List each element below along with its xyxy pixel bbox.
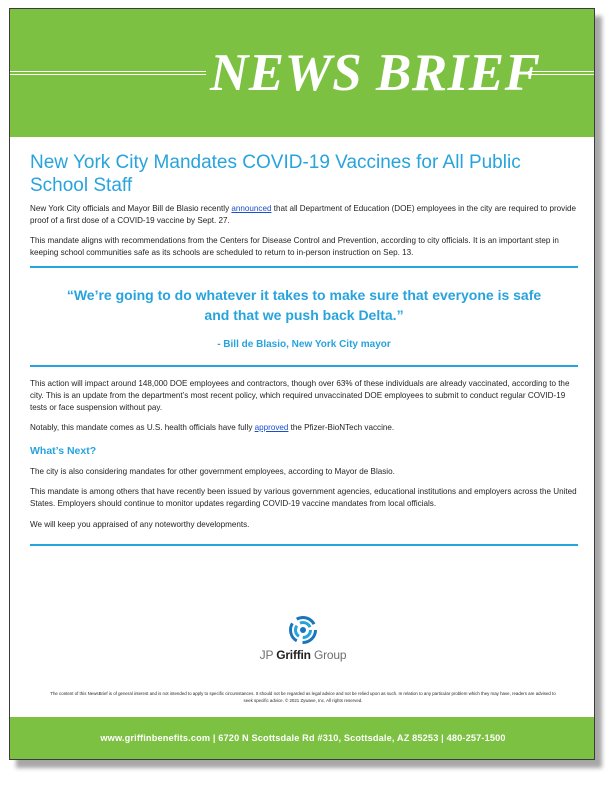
logo-bold: Griffin [276,648,311,662]
announced-link[interactable]: announced [231,204,272,213]
logo-wordmark [10,648,595,662]
logo-prefix: JP [259,648,277,662]
section-heading-whats-next: What’s Next? [30,444,97,457]
logo-suffix: Group [310,648,347,662]
paragraph-approval-text-b: the Pfizer-BioNTech vaccine. [288,423,395,433]
article-headline: New York City Mandates COVID-19 Vaccines for All Public School Staff [30,152,521,196]
header-banner [10,9,594,137]
divider [30,266,578,268]
company-logo [10,616,595,662]
paragraph-cdc: This mandate aligns with recommendations from the Centers for Disease Control and Prevention, according to city officials. It is an important step in keeping school communities safe as its schools are scheduled to return to in-person instruction on Sep. 13. [30,236,559,257]
paragraph-intro-text-a: New York City officials and Mayor Bill de Blasio recently [30,204,232,213]
quote-attribution: - Bill de Blasio, New York City mayor [217,339,391,351]
paragraph-intro [30,203,578,226]
header-rule-left [10,71,206,75]
pull-quote: “We’re going to do whatever it takes to make sure that everyone is safe and that we push back Delta.” [66,287,542,323]
footer-bar [10,717,595,759]
article-content [30,137,578,546]
paragraph-employers: This mandate is among others that have recently been issued by various government agencies, educational institutions and employers across the United States. Employers should continue to monitor updates regarding COVID-19 vaccine mandates from local officials. [30,487,577,508]
paragraph-intro-text-b: that all Department of Education (DOE) employees in the city are required to provide proof of a first dose of a COVID-19 vaccine by Sept. 27. [30,204,577,225]
approved-link[interactable]: approved [254,423,289,433]
news-brief-page [9,8,595,760]
paragraph-approval [30,422,578,434]
footer-contact: www.griffinbenefits.com | 6720 N Scottsdale Rd #310, Scottsdale, AZ 85253 | 480-257-1500 [100,733,506,743]
paragraph-closing: We will keep you appraised of any noteworthy developments. [30,519,250,529]
paragraph-other-mandates: The city is also considering mandates for other government employees, according to Mayor de Blasio. [30,466,395,476]
header-title: NEWS BRIEF [210,44,541,102]
legal-disclaimer: The content of this NewsBrief is of general interest and is not intended to apply to specific circumstances. It should not be regarded as legal advice and not be relied upon as such. In relation to any particular problem which they may have, readers are advised to seek specific advice. © 2021 Zywave, Inc. All rights reserved. [50,691,556,703]
divider [30,365,578,367]
header-rule-right [528,71,595,75]
paragraph-approval-text-a: Notably, this mandate comes as U.S. health officials have fully [30,423,255,433]
swirl-logo-icon [289,616,317,644]
divider [30,544,578,546]
paragraph-impact: This action will impact around 148,000 DOE employees and contractors, though over 63% of these individuals are already vaccinated, according to the city. This is an update from the department’s most recent policy, which required unvaccinated DOE employees to submit to conduct regular COVID-19 tests or face suspension without pay. [30,379,570,412]
